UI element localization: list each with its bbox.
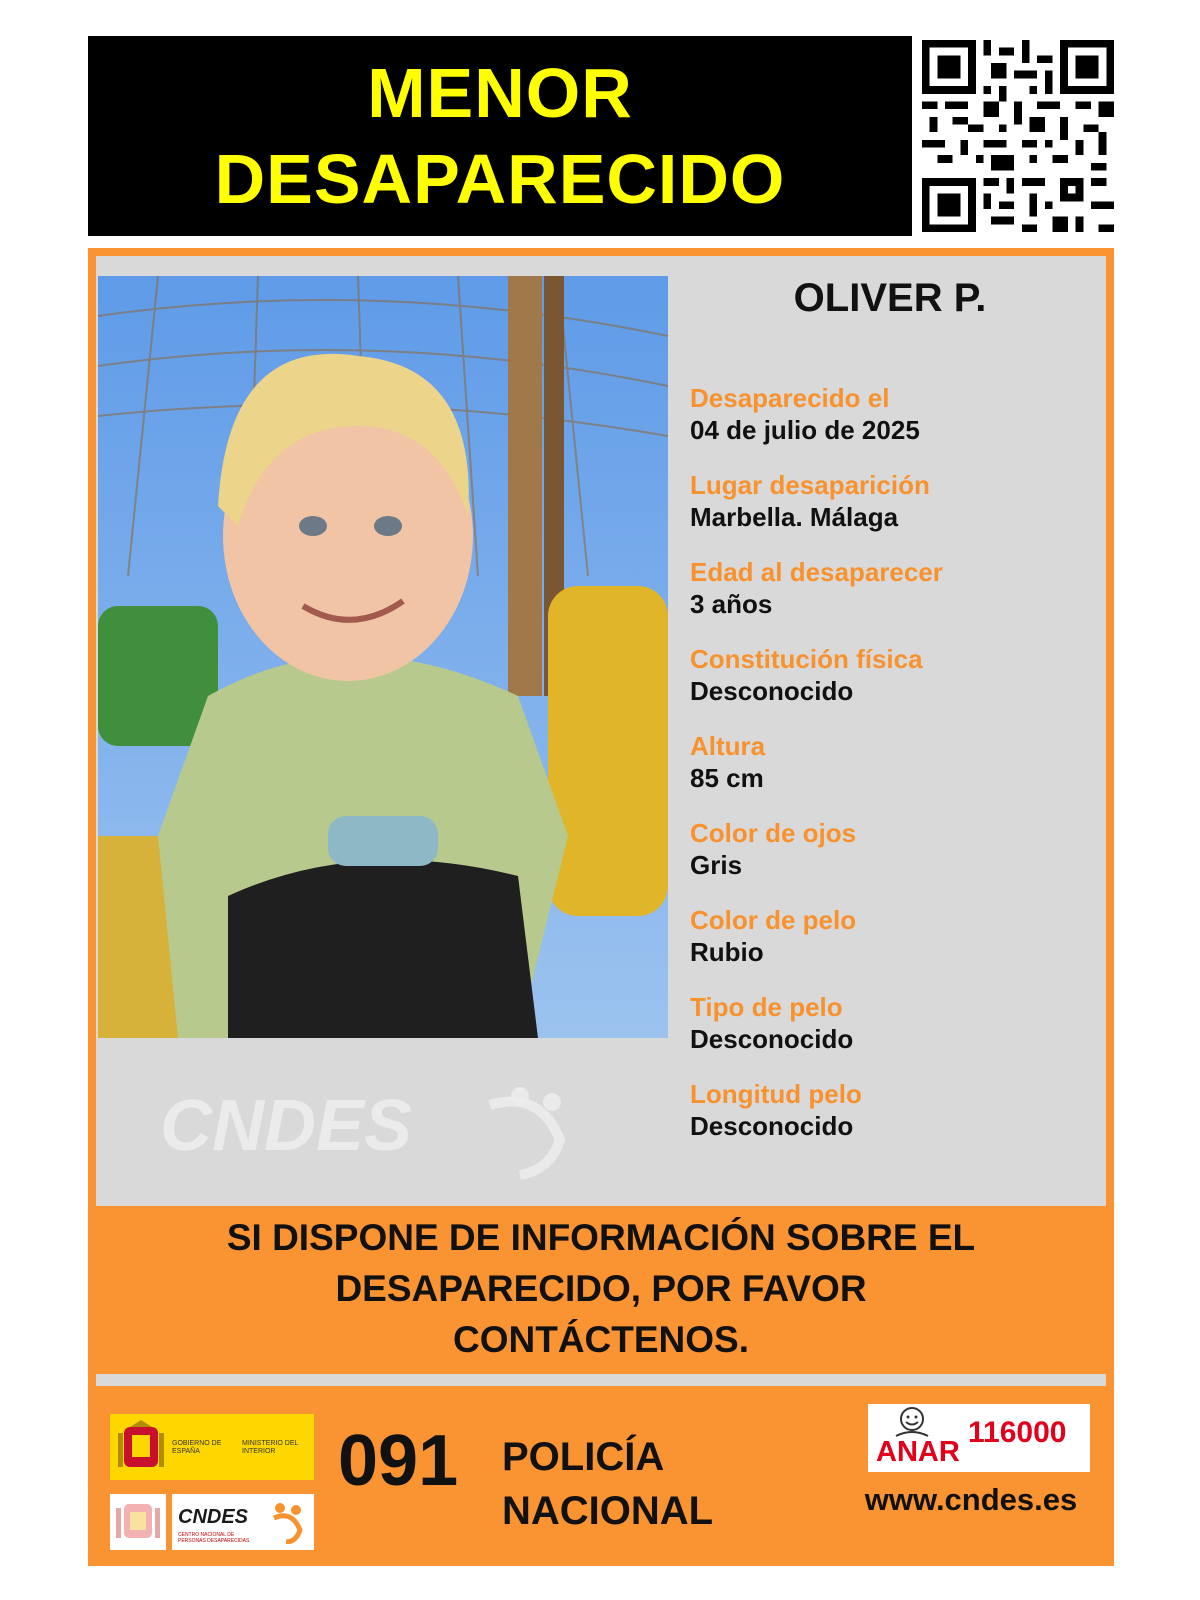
- spain-coat-of-arms-icon: [110, 1494, 166, 1550]
- details-list: [690, 382, 1090, 1165]
- smiley-face-icon: [894, 1406, 930, 1440]
- detail-build: [690, 643, 1090, 730]
- title-line-2: DESAPARECIDO: [214, 140, 786, 218]
- detail-value: Desconocido: [690, 1024, 854, 1054]
- detail-label: Tipo de pelo: [690, 992, 843, 1022]
- detail-label: Desaparecido el: [690, 383, 890, 413]
- title-banner: [88, 36, 912, 236]
- spain-coat-of-arms-icon: [116, 1419, 166, 1475]
- cndes-figures-icon: [266, 1500, 310, 1544]
- detail-label: Color de ojos: [690, 818, 857, 848]
- police-line-1: POLICÍA: [502, 1435, 665, 1479]
- emergency-phone[interactable]: 091: [338, 1421, 459, 1501]
- detail-value: Desconocido: [690, 1111, 854, 1141]
- detail-location: [690, 469, 1090, 556]
- police-line-2: NACIONAL: [502, 1489, 714, 1533]
- cndes-watermark: [160, 1080, 600, 1180]
- detail-value: Desconocido: [690, 676, 854, 706]
- police-label: [502, 1430, 713, 1538]
- detail-eye-color: [690, 817, 1090, 904]
- detail-age: [690, 556, 1090, 643]
- cndes-subtitle: CENTRO NACIONAL DE PERSONAS DESAPARECIDAS: [178, 1532, 250, 1544]
- child-photo: [98, 276, 668, 1038]
- website-link[interactable]: www.cndes.es: [864, 1482, 1078, 1517]
- title-line-1: MENOR: [367, 54, 633, 132]
- divider: [96, 1374, 1106, 1386]
- detail-label: Constitución física: [690, 644, 923, 674]
- cndes-logo-text: CNDES: [178, 1506, 249, 1528]
- ministry-text: MINISTERIO DEL INTERIOR: [242, 1440, 299, 1455]
- detail-hair-type: [690, 991, 1090, 1078]
- appeal-line-1: SI DISPONE DE INFORMACIÓN SOBRE EL: [226, 1217, 976, 1258]
- detail-hair-length: [690, 1078, 1090, 1165]
- detail-label: Color de pelo: [690, 905, 857, 935]
- cndes-logo[interactable]: [172, 1494, 314, 1550]
- contact-appeal: [96, 1212, 1106, 1365]
- anar-logo[interactable]: [868, 1404, 1090, 1472]
- detail-height: [690, 730, 1090, 817]
- detail-hair-color: [690, 904, 1090, 991]
- detail-label: Longitud pelo: [690, 1079, 862, 1109]
- coat-of-arms-box: [110, 1494, 166, 1550]
- detail-value: Rubio: [690, 937, 764, 967]
- detail-value: 3 años: [690, 589, 773, 619]
- anar-name: ANAR: [876, 1436, 960, 1468]
- detail-label: Edad al desaparecer: [690, 557, 943, 587]
- detail-value: Gris: [690, 850, 743, 880]
- person-name: OLIVER P.: [793, 276, 987, 320]
- gov-text: GOBIERNO DE ESPAÑA: [172, 1440, 222, 1455]
- government-logo: [110, 1414, 314, 1480]
- appeal-line-3: CONTÁCTENOS.: [453, 1319, 749, 1360]
- detail-value: Marbella. Málaga: [690, 502, 899, 532]
- detail-value: 85 cm: [690, 763, 764, 793]
- detail-value: 04 de julio de 2025: [690, 415, 920, 445]
- detail-label: Altura: [690, 731, 766, 761]
- qr-code-icon[interactable]: [922, 40, 1114, 232]
- detail-missing-date: [690, 382, 1090, 469]
- appeal-line-2: DESAPARECIDO, POR FAVOR: [335, 1268, 867, 1309]
- detail-label: Lugar desaparición: [690, 470, 930, 500]
- anar-number[interactable]: 116000: [968, 1416, 1067, 1449]
- watermark-text: CNDES: [160, 1086, 413, 1166]
